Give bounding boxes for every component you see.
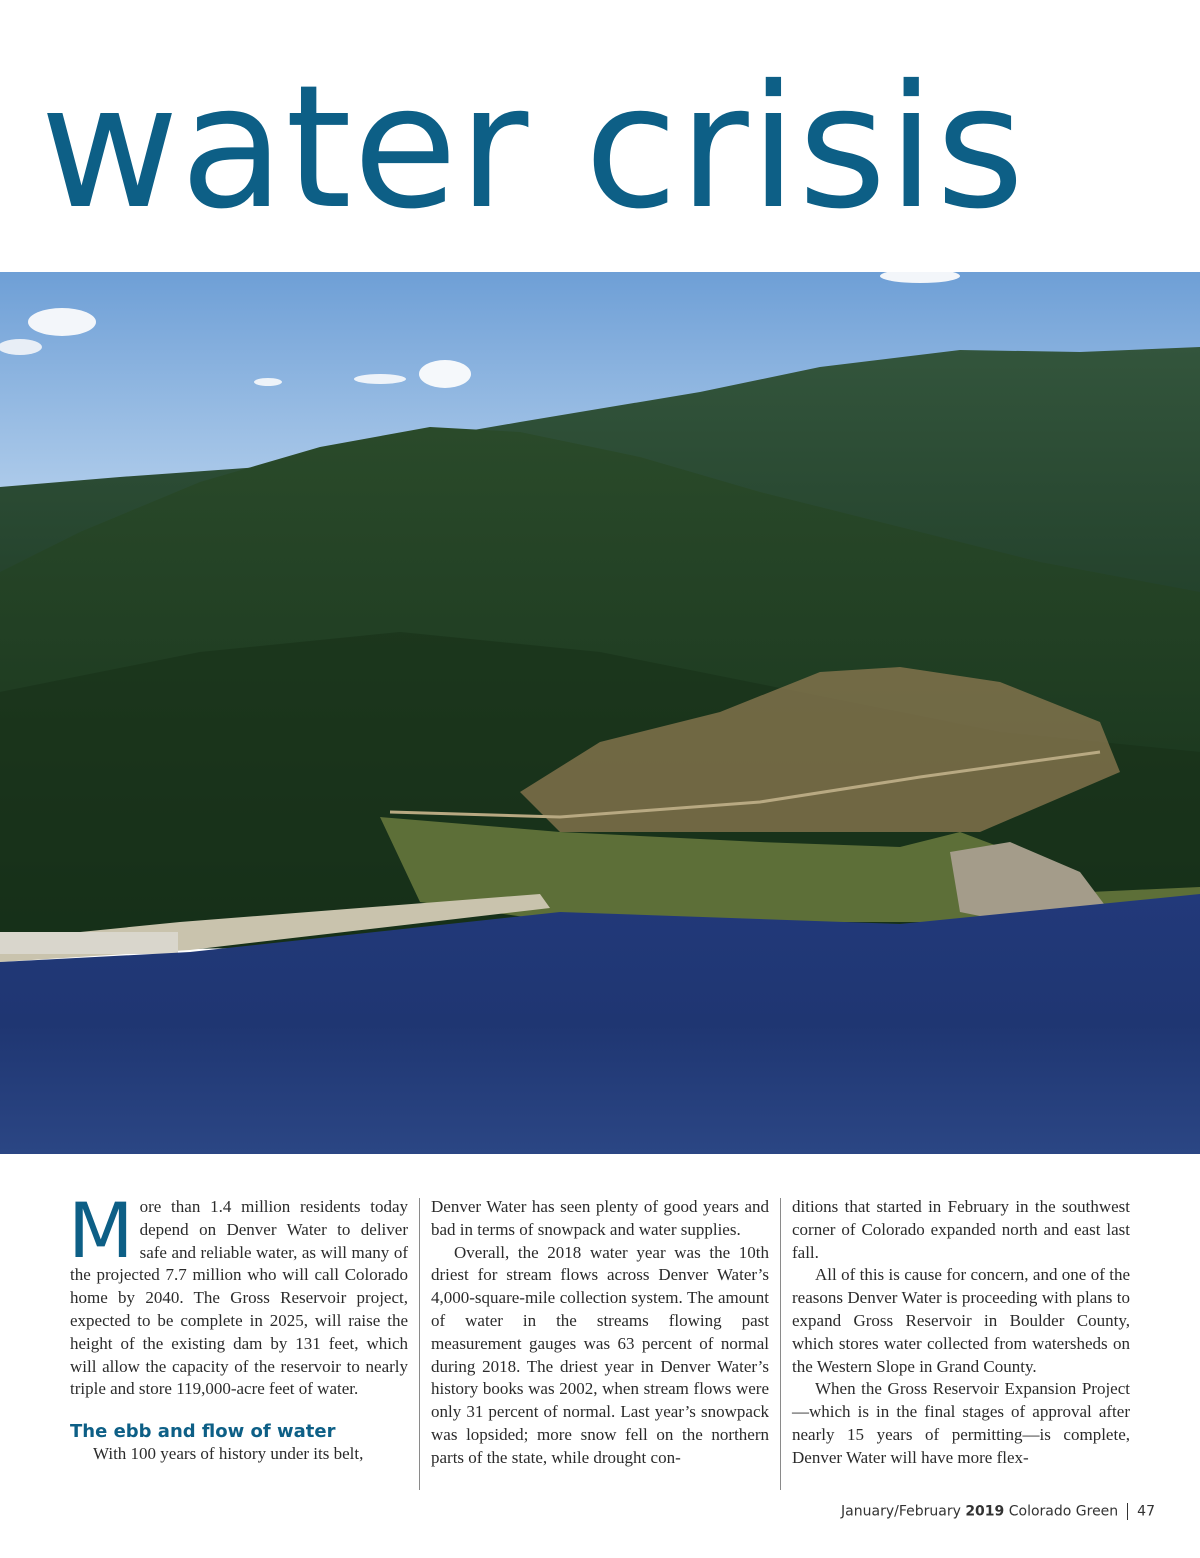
cloud (254, 378, 282, 386)
paragraph-drought: ditions that started in February in the southwest corner of Colorado expanded north and east last fall. (792, 1197, 1130, 1262)
drop-cap: M (68, 1186, 134, 1275)
paragraph-expansion: When the Gross Reservoir Expansion Project—which is in the final stages of approval after nearly 15 years of permitting—is complete, Denver Water will have more flex- (792, 1379, 1130, 1467)
section-subhead: The ebb and flow of water (70, 1421, 336, 1443)
cloud (419, 360, 471, 388)
column-divider (419, 1198, 420, 1490)
column-divider (780, 1198, 781, 1490)
cloud (0, 339, 42, 355)
paragraph-water-year: Overall, the 2018 water year was the 10th driest for stream flows across Denver Water’s 4,000-square-mile collection system. The amount of water in the streams flowing past measurement gauges was 63 percent of normal during 2018. The driest year in Denver Water’s history books was 2002, when stream flows were only 31 percent of normal. Last year’s snowpack was lopsided; more snow fell on the northern parts of the state, while drought con- (431, 1242, 769, 1467)
cloud (354, 374, 406, 384)
footer-separator (1127, 1503, 1128, 1520)
paragraph-history-start: With 100 years of history under its belt, (93, 1444, 364, 1464)
footer-publication: Colorado Green (1008, 1503, 1119, 1520)
footer-issue: January/February (841, 1503, 961, 1520)
headline: water crisis (40, 49, 1026, 247)
column-3 (792, 1196, 1130, 1470)
reservoir-photo (0, 272, 1200, 1154)
cloud (28, 308, 96, 336)
footer-year: 2019 (965, 1503, 1005, 1520)
paragraph-history-end: Denver Water has seen plenty of good years and bad in terms of snowpack and water supplies. (431, 1197, 769, 1239)
column-2 (431, 1196, 769, 1470)
paragraph-concern: All of this is cause for concern, and one of the reasons Denver Water is proceeding with plans to expand Gross Reservoir in Boulder County, which stores water collected from watersheds on the Western Slope in Grand County. (792, 1265, 1130, 1376)
page-number: 47 (1137, 1503, 1155, 1520)
column-1 (68, 1186, 408, 1466)
page-footer (841, 1503, 1155, 1520)
dam-spillway (0, 932, 178, 954)
paragraph-intro: ore than 1.4 million residents today depend on Denver Water to deliver safe and reliable water, as will many of the projected 7.7 million who will call Colorado home by 2040. The Gross Reservoir project, expected to be complete in 2025, will raise the height of the existing dam by 131 feet, which will allow the capacity of the reservoir to nearly triple and store 119,000-acre feet of water. (70, 1197, 408, 1399)
